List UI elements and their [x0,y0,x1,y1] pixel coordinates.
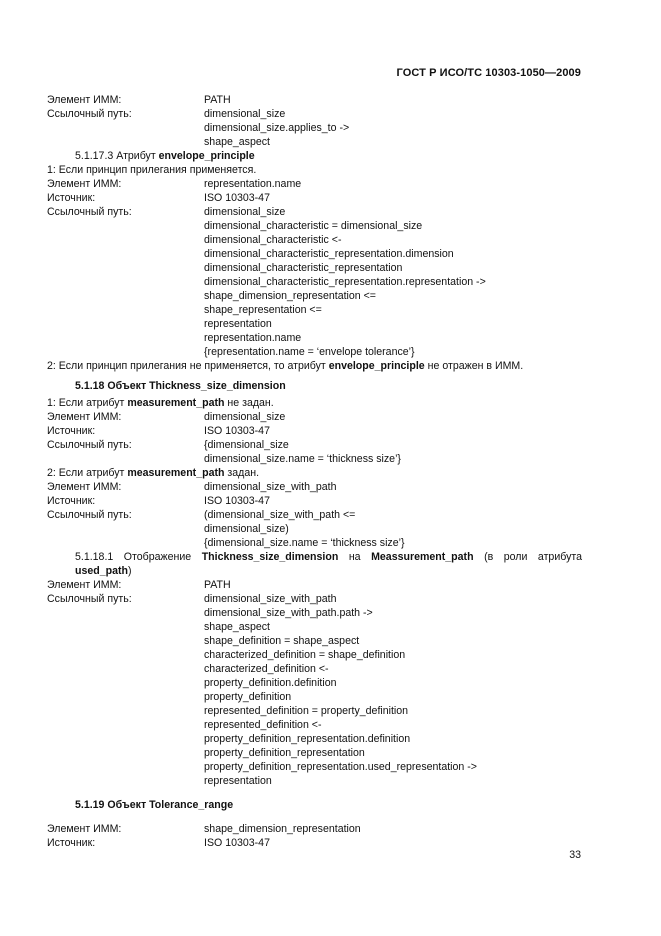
field-value-line: property_definition_representation.definition [204,733,411,745]
field-value-line: shape_dimension_representation <= [204,290,376,302]
mapping-row [47,508,582,550]
case-line [47,396,582,410]
subsection-5-1-17-3 [47,149,582,163]
field-value-line: dimensional_size [204,108,286,120]
field-value-line: represented_definition = property_definition [204,705,409,717]
field-value-line: characterized_definition <- [204,663,329,675]
field-values [204,822,582,836]
case-line [47,466,582,480]
field-values [204,107,582,149]
field-value-line: characterized_definition = shape_definition [204,649,406,661]
mapping-row [47,177,582,191]
mapping-row [47,822,582,836]
field-value-line: representation.name [204,332,302,344]
subsection-text: ) [127,565,132,577]
field-value-line: PATH [204,94,231,106]
mapping-row [47,494,582,508]
attribute-name: used_path [75,565,128,577]
subsection-5-1-18-1 [47,550,582,578]
mapping-row [47,438,582,466]
field-label: Элемент ИММ: [47,94,122,106]
field-value-line: representation [204,318,272,330]
field-value-line: dimensional_characteristic_representation.representation -> [204,276,486,288]
field-value-line: PATH [204,579,231,591]
field-value-line: ISO 10303-47 [204,192,270,204]
case-text: 2: Если принцип прилегания не применяется, то атрибут [47,360,329,372]
field-value-line: dimensional_size.applies_to -> [204,122,350,134]
document-header: ГОСТ Р ИСО/ТС 10303-1050—2009 [396,67,581,79]
field-values [204,438,582,466]
field-value-line: dimensional_characteristic = dimensional_size [204,220,423,232]
mapping-row [47,836,582,850]
field-label: Ссылочный путь: [47,108,132,120]
field-label: Источник: [47,495,96,507]
field-label: Ссылочный путь: [47,509,132,521]
mapping-row [47,410,582,424]
field-values [204,191,582,205]
field-value-line: shape_aspect [204,136,270,148]
field-value-line: dimensional_characteristic <- [204,234,342,246]
field-values [204,424,582,438]
field-value-line: property_definition [204,691,292,703]
field-values [204,93,582,107]
case-text: 1: Если атрибут [47,397,128,409]
field-value-line: represented_definition <- [204,719,322,731]
section-5-1-18-heading: 5.1.18 Объект Thickness_size_dimension [75,380,286,392]
field-label: Элемент ИММ: [47,579,122,591]
mapping-row [47,424,582,438]
field-value-line: dimensional_characteristic_representation.dimension [204,248,454,260]
field-label: Источник: [47,837,96,849]
field-value-line: ISO 10303-47 [204,837,270,849]
field-value-line: property_definition.definition [204,677,337,689]
field-label: Ссылочный путь: [47,439,132,451]
field-values [204,177,582,191]
field-value-line: shape_definition = shape_aspect [204,635,360,647]
field-value-line: {dimensional_size [204,439,289,451]
field-value-line: shape_representation <= [204,304,322,316]
page-number: 33 [569,849,581,861]
field-values [204,578,582,592]
case-text: не задан. [224,397,274,409]
case-line [47,359,582,373]
mapping-row [47,205,582,359]
field-values [204,205,582,359]
mapping-row [47,93,582,107]
field-label: Ссылочный путь: [47,206,132,218]
entity-name: Meassurement_path [371,551,474,563]
field-values [204,410,582,424]
field-value-line: dimensional_size_with_path [204,481,337,493]
case-text: 2: Если атрибут [47,467,128,479]
field-label: Источник: [47,192,96,204]
field-value-line: shape_aspect [204,621,270,633]
field-value-line: dimensional_size.name = ‘thickness size’} [204,453,401,465]
section-5-1-19-heading: 5.1.19 Объект Tolerance_range [75,799,234,811]
field-value-line: property_definition_representation [204,747,365,759]
field-value-line: {dimensional_size.name = ‘thickness size’} [204,537,405,549]
field-value-line: dimensional_size_with_path [204,593,337,605]
subsection-text: на [338,551,372,563]
field-value-line: ISO 10303-47 [204,425,270,437]
mapping-row [47,578,582,592]
field-value-line: representation.name [204,178,302,190]
mapping-row [47,107,582,149]
field-value-line: dimensional_size) [204,523,289,535]
field-value-line: dimensional_size_with_path.path -> [204,607,373,619]
field-label: Элемент ИММ: [47,178,122,190]
field-value-line: property_definition_representation.used_representation -> [204,761,477,773]
case-text: не отражен в ИММ. [424,360,524,372]
field-label: Элемент ИММ: [47,411,122,423]
field-label: Источник: [47,425,96,437]
field-values [204,592,582,788]
field-value-line: dimensional_characteristic_representation [204,262,403,274]
field-value-line: ISO 10303-47 [204,495,270,507]
case-line: 1: Если принцип прилегания применяется. [47,164,257,176]
field-label: Элемент ИММ: [47,481,122,493]
field-value-line: dimensional_size [204,411,286,423]
subsection-text: (в роли атрибута [473,551,582,563]
page-content [47,93,582,850]
field-label: Ссылочный путь: [47,593,132,605]
field-values [204,494,582,508]
field-value-line: dimensional_size [204,206,286,218]
mapping-row [47,191,582,205]
field-label: Элемент ИММ: [47,823,122,835]
field-value-line: representation [204,775,272,787]
subsection-prefix: 5.1.17.3 Атрибут [75,150,159,162]
subsection-prefix: 5.1.18.1 Отображение [75,551,202,563]
field-values [204,836,582,850]
mapping-row [47,480,582,494]
field-values [204,480,582,494]
attribute-name: measurement_path [127,397,225,409]
case-text: задан. [224,467,260,479]
field-values [204,508,582,550]
attribute-name: envelope_principle [158,150,255,162]
field-value-line: (dimensional_size_with_path <= [204,509,356,521]
field-value-line: {representation.name = ‘envelope tolerance’} [204,346,415,358]
entity-name: Thickness_size_dimension [201,551,339,563]
attribute-name: envelope_principle [328,360,425,372]
mapping-row [47,592,582,788]
attribute-name: measurement_path [127,467,225,479]
field-value-line: shape_dimension_representation [204,823,361,835]
